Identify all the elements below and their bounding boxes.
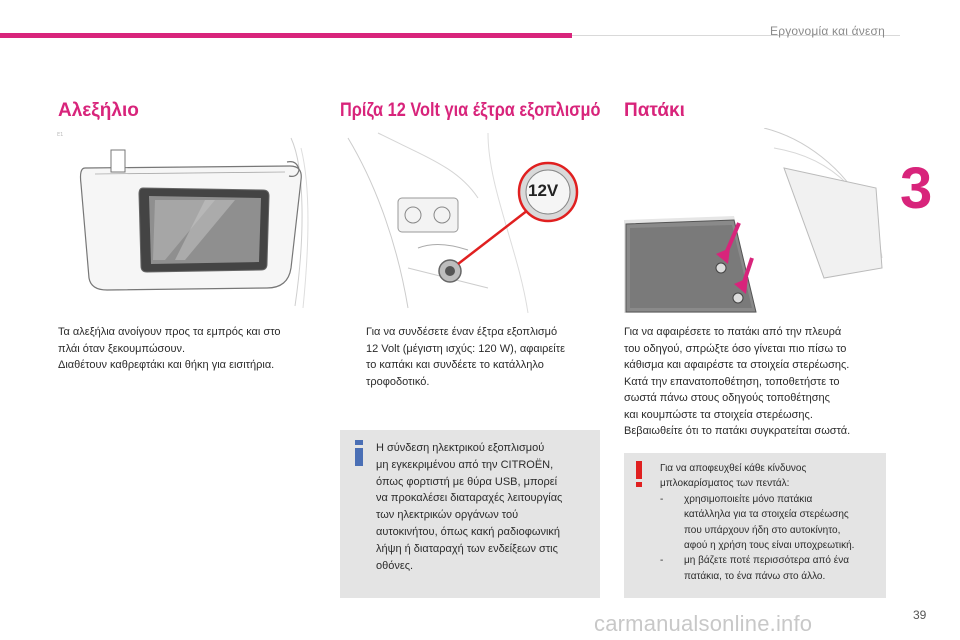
mat-description: Για να αφαιρέσετε το πατάκι από την πλευρά του οδηγού, σπρώξτε όσο γίνεται πιο πίσω το κάθισμα και αφαιρέστε τα στοιχεία στερέωσης. Κατά την επανατοποθέτηση, τοποθετήστε το σωστά πάνω στους οδηγούς τοποθέτησης και κουμπώστε τα στοιχεία στερέωσης. Βεβαιωθείτε ότι το πατάκι συγκρατείται σωστά.: [624, 326, 851, 437]
visor-description: Τα αλεξήλια ανοίγουν προς τα εμπρός και στο πλάι όταν ξεκουμπώσουν. Διαθέτουν καθρεφτάκι και θήκη για εισιτήρια.: [58, 326, 281, 371]
socket-illustration: [338, 128, 600, 313]
section-title-visor: Αλεξήλιο: [58, 100, 139, 121]
chapter-title: Εργονομία και άνεση: [770, 24, 885, 38]
warning-icon: [634, 461, 644, 487]
section-title-socket: Πρίζα 12 Volt για έξτρα εξοπλισμό: [340, 100, 601, 121]
sun-visor-illustration: [55, 128, 313, 313]
watermark: carmanualsonline.info: [594, 611, 813, 636]
socket-description: Για να συνδέσετε έναν έξτρα εξοπλισμό 12 Volt (μέγιστη ισχύς: 120 W), αφαιρείτε το καπάκι και συνδέετε το κατάλληλο τροφοδοτικό.: [366, 326, 566, 388]
info-note: Η σύνδεση ηλεκτρικού εξοπλισμού μη εγκεκριμένου από την CITROËN, όπως φορτιστή με θύρα USB, μπορεί να προκαλέσει διαταραχές λειτουργίας των ηλεκτρικών οργάνων τού αυτοκινήτου, όπως κακή ραδιοφωνική λήψη ή διαταραχή των ενδείξεων στις οθόνες.: [340, 430, 600, 598]
header-accent-bar: [0, 33, 572, 38]
svg-text:E1: E1: [57, 132, 64, 138]
chapter-number: 3: [900, 156, 933, 221]
warning-note: Για να αποφευχθεί κάθε κίνδυνος μπλοκαρίσματος των πεντάλ: - χρησιμοποιείτε μόνο πατάκια κατάλληλα για τα στοιχεία στερέωσης που υπάρχουν ήδη στο αυτοκίνητο, αφού η χρήση τους είναι υποχρεωτική. - μη βάζετε ποτέ περισσότερα από ένα πατάκια, το ένα πάνω στο άλλο.: [624, 453, 886, 598]
page-number: 39: [913, 608, 927, 622]
socket-badge-label: 12V: [528, 181, 559, 200]
floor-mat-illustration: [624, 128, 886, 313]
info-icon: [352, 440, 366, 466]
section-title-mat: Πατάκι: [624, 100, 685, 121]
